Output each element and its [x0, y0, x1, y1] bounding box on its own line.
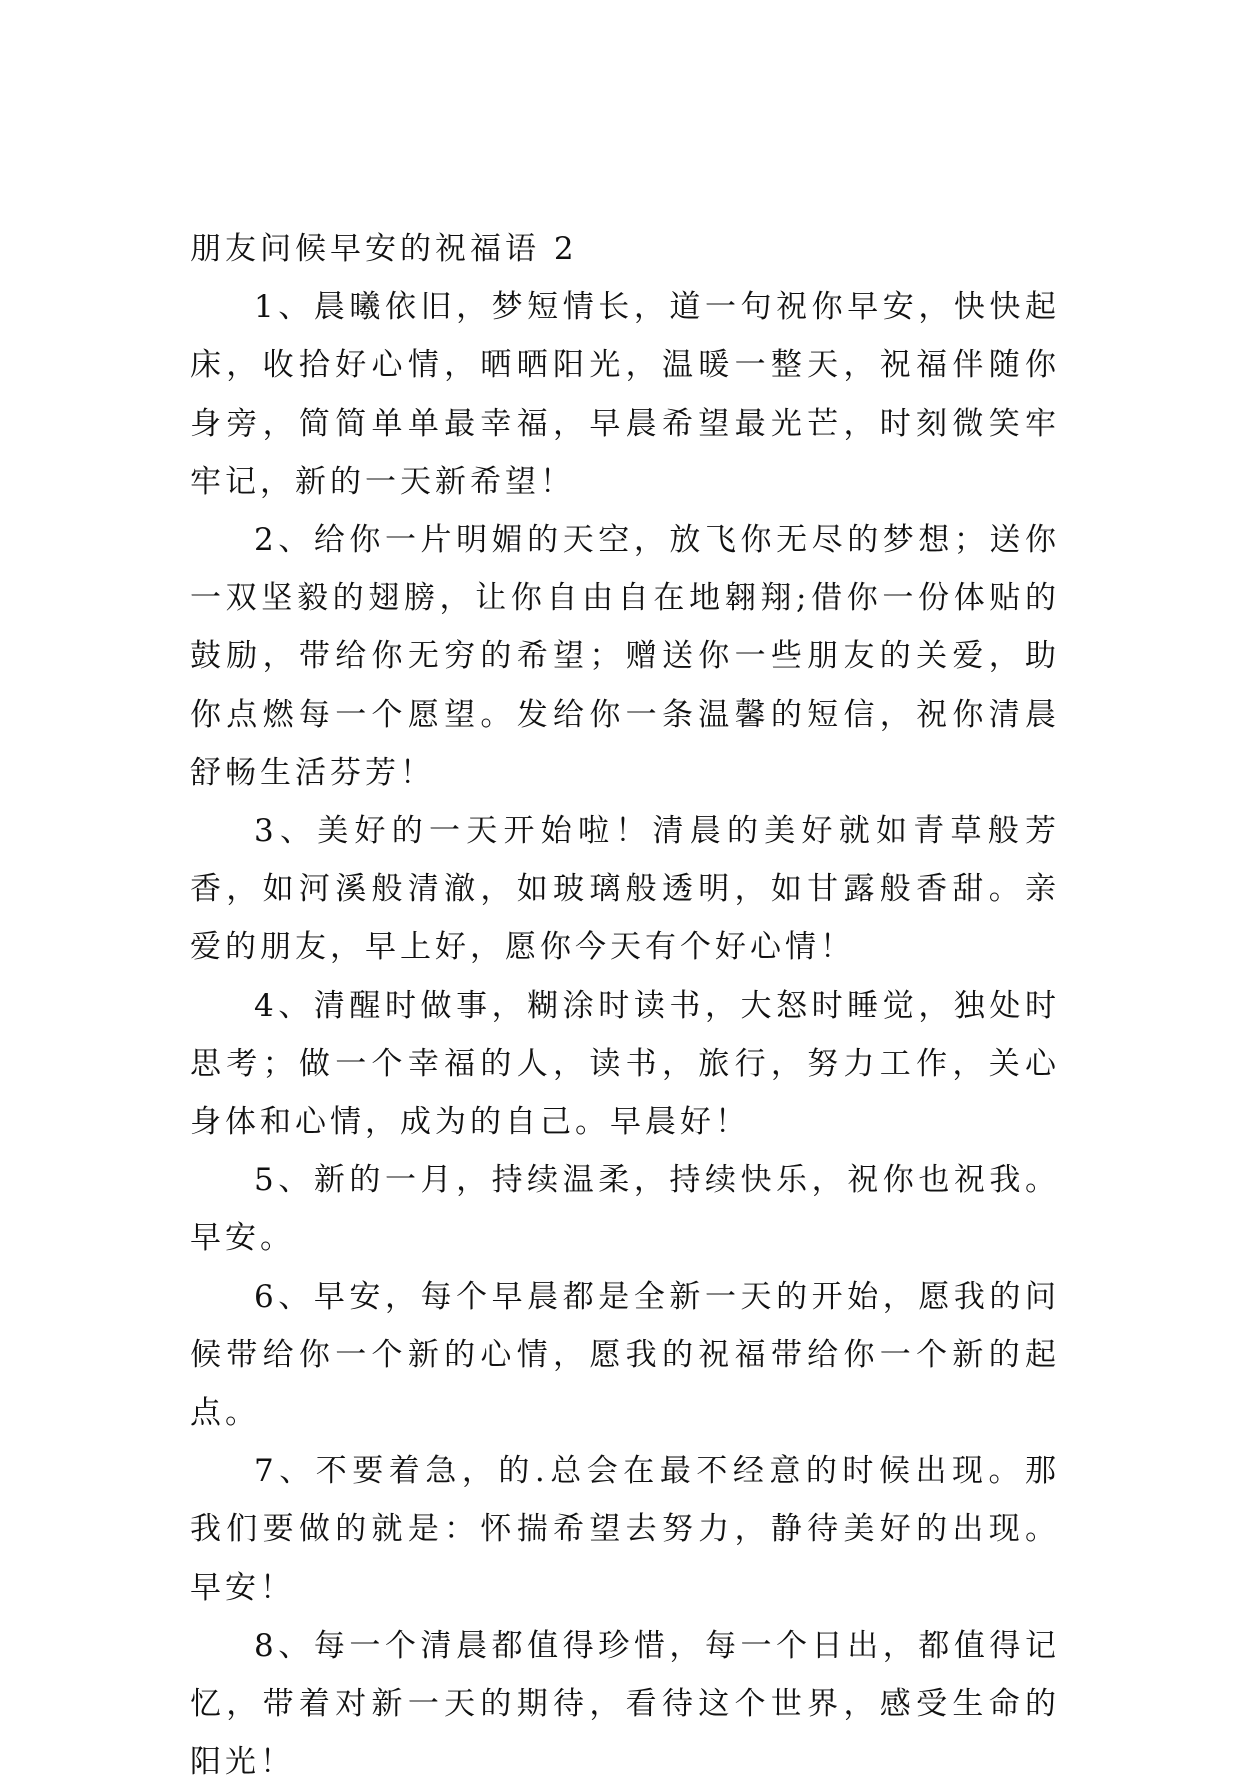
paragraph-5: 5、新的一月，持续温柔，持续快乐，祝你也祝我。早安。: [190, 1162, 1060, 1257]
document-title: 朋友问候早安的祝福语 2: [190, 231, 578, 267]
paragraph-3: 3、美好的一天开始啦！清晨的美好就如青草般芳香，如河溪般清澈，如玻璃般透明，如甘露般香甜。亲爱的朋友，早上好，愿你今天有个好心情！: [190, 813, 1060, 966]
paragraph-7: 7、不要着急，的.总会在最不经意的时候出现。那我们要做的就是：怀揣希望去努力，静待美好的出现。早安！: [190, 1453, 1060, 1606]
paragraph-8: 8、每一个清晨都值得珍惜，每一个日出，都值得记忆，带着对新一天的期待，看待这个世界，感受生命的阳光！: [190, 1627, 1060, 1781]
paragraph-1: 1、晨曦依旧，梦短情长，道一句祝你早安，快快起床，收拾好心情，晒晒阳光，温暖一整天，祝福伴随你身旁，简简单单最幸福，早晨希望最光芒，时刻微笑牢牢记，新的一天新希望！: [190, 289, 1060, 500]
paragraph-6: 6、早安，每个早晨都是全新一天的开始，愿我的问候带给你一个新的心情，愿我的祝福带给你一个新的起点。: [190, 1278, 1060, 1432]
paragraph-4: 4、清醒时做事，糊涂时读书，大怒时睡觉，独处时思考；做一个幸福的人，读书，旅行，努力工作，关心身体和心情，成为的自己。早晨好！: [190, 987, 1060, 1141]
document-body: [190, 220, 1060, 1791]
paragraph-2: 2、给你一片明媚的天空，放飞你无尽的梦想；送你一双坚毅的翅膀，让你自由自在地翱翔;借你一份体贴的鼓励，带给你无穷的希望；赠送你一些朋友的关爱，助你点燃每一个愿望。发给你一条温馨的短信，祝你清晨舒畅生活芬芳！: [190, 522, 1060, 791]
